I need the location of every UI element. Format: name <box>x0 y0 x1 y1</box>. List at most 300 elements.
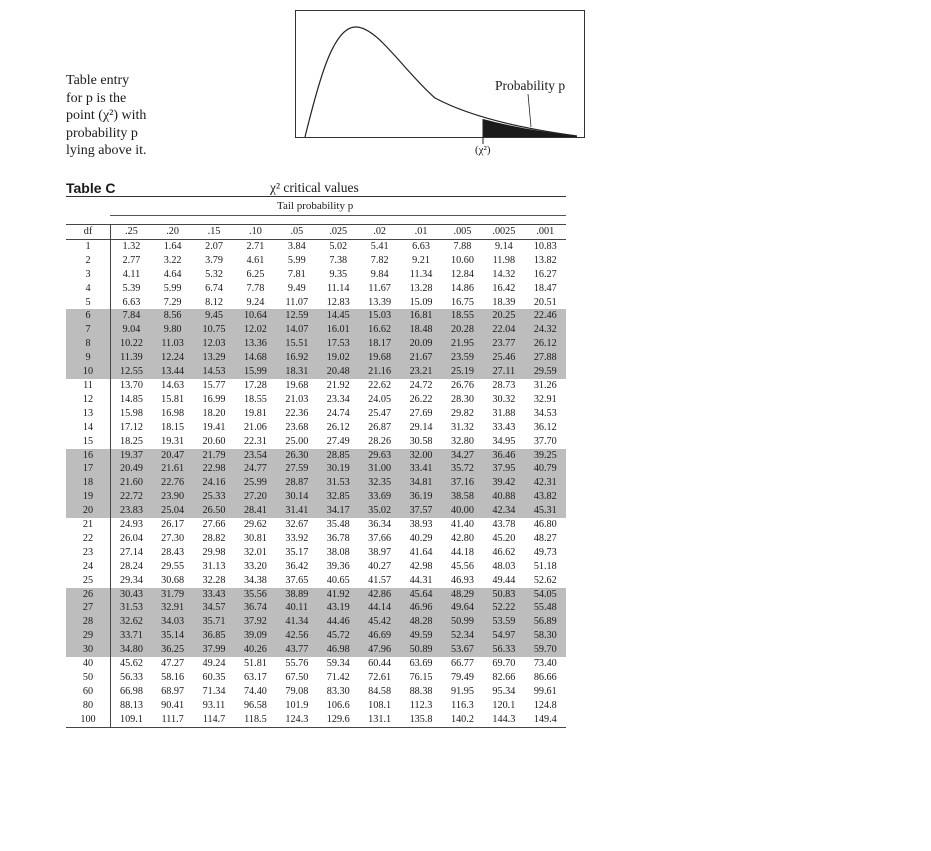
critical-value-cell: 12.84 <box>450 268 474 280</box>
critical-value-cell: 21.67 <box>400 351 441 365</box>
critical-value-cell: 45.64 <box>400 588 441 602</box>
critical-value-cell: 53.59 <box>483 615 524 629</box>
critical-value-cell: 13.29 <box>193 351 234 365</box>
critical-value-cell: 9.35 <box>329 268 348 280</box>
df-cell: 28 <box>66 615 111 629</box>
critical-value-cell: 16.42 <box>492 282 516 294</box>
critical-value-cell: 39.25 <box>525 449 566 463</box>
critical-value-cell: 53.67 <box>442 643 483 657</box>
critical-value-cell: 108.1 <box>368 699 392 711</box>
critical-value-cell: 30.68 <box>161 574 185 586</box>
critical-value-cell: 19.31 <box>161 435 185 447</box>
critical-value-cell: 28.85 <box>318 449 359 463</box>
critical-value-cell: 18.25 <box>119 435 143 447</box>
critical-value-cell: 41.57 <box>368 574 392 586</box>
critical-value-cell: 41.64 <box>409 546 433 558</box>
critical-value-cell: 18.55 <box>442 309 483 323</box>
critical-value-cell: 32.62 <box>111 615 152 629</box>
critical-value-cell: 30.58 <box>409 435 433 447</box>
critical-value-cell: 42.31 <box>525 476 566 490</box>
critical-value-cell: 68.97 <box>161 685 185 697</box>
critical-value-cell: 12.02 <box>235 323 276 337</box>
critical-value-cell: 36.46 <box>483 449 524 463</box>
caption-line: point (χ²) with <box>66 108 147 123</box>
critical-value-cell: 24.77 <box>235 462 276 476</box>
critical-value-cell: 29.14 <box>409 421 433 433</box>
table-row <box>66 351 566 365</box>
critical-value-cell: 88.13 <box>119 699 143 711</box>
critical-value-cell: 48.28 <box>400 615 441 629</box>
critical-value-cell: 71.42 <box>326 672 350 683</box>
table-row <box>66 713 566 727</box>
critical-value-cell: 13.28 <box>409 282 433 294</box>
critical-value-cell: 38.08 <box>326 546 350 558</box>
tail-probability-header: .005 <box>442 225 483 240</box>
table-row <box>66 407 566 421</box>
critical-value-cell: 40.29 <box>409 532 433 544</box>
critical-value-cell: 21.06 <box>243 421 267 433</box>
critical-value-cell: 149.4 <box>525 713 566 727</box>
critical-value-cell: 23.54 <box>235 449 276 463</box>
tail-probability-label: Tail probability p <box>277 200 354 212</box>
critical-value-cell: 50.99 <box>442 615 483 629</box>
critical-value-cell: 43.82 <box>525 490 566 504</box>
critical-value-cell: 34.03 <box>152 615 193 629</box>
critical-value-cell: 52.22 <box>483 601 524 615</box>
table-row <box>66 629 566 643</box>
critical-value-cell: 31.41 <box>276 504 317 518</box>
critical-value-cell: 46.93 <box>450 574 474 586</box>
critical-value-cell: 26.30 <box>276 449 317 463</box>
critical-value-cell: 66.77 <box>450 658 474 670</box>
critical-value-cell: 15.98 <box>119 407 143 419</box>
critical-value-cell: 54.05 <box>525 588 566 602</box>
tail-probability-header: .02 <box>359 225 400 240</box>
critical-value-cell: 58.16 <box>161 672 185 683</box>
critical-value-cell: 10.83 <box>533 240 557 252</box>
critical-value-cell: 24.72 <box>409 379 433 391</box>
table-title: χ² critical values <box>270 180 359 195</box>
caption-line: for p is the <box>66 90 127 106</box>
critical-value-cell: 56.33 <box>119 672 143 683</box>
df-cell: 15 <box>66 435 111 449</box>
critical-value-cell: 42.34 <box>483 504 524 518</box>
table-row <box>66 532 566 546</box>
table-row <box>66 574 566 588</box>
critical-value-cell: 59.70 <box>525 643 566 657</box>
df-cell: 26 <box>66 588 111 602</box>
df-cell: 16 <box>66 449 111 463</box>
critical-value-cell: 20.60 <box>202 435 226 447</box>
tail-probability-header: .10 <box>235 225 276 240</box>
table-row <box>66 462 566 476</box>
critical-value-cell: 45.56 <box>450 560 474 572</box>
df-cell: 19 <box>66 490 111 504</box>
critical-value-cell: 36.74 <box>235 601 276 615</box>
critical-value-cell: 17.53 <box>318 337 359 351</box>
critical-value-cell: 19.68 <box>285 379 309 391</box>
table-row <box>66 254 566 268</box>
df-cell: 25 <box>66 574 111 588</box>
critical-value-cell: 27.14 <box>119 546 143 558</box>
critical-value-cell: 52.34 <box>442 629 483 643</box>
critical-value-cell: 20.49 <box>111 462 152 476</box>
df-header: df <box>66 225 111 240</box>
critical-value-cell: 63.69 <box>409 658 433 670</box>
critical-value-cell: 30.14 <box>276 490 317 504</box>
critical-value-cell: 31.53 <box>318 476 359 490</box>
critical-value-cell: 31.53 <box>111 601 152 615</box>
critical-value-cell: 74.40 <box>243 685 267 697</box>
tail-probability-header: .0025 <box>483 225 524 240</box>
critical-value-cell: 22.62 <box>368 379 392 391</box>
df-cell: 20 <box>66 504 111 518</box>
critical-value-cell: 36.19 <box>400 490 441 504</box>
critical-value-cell: 19.68 <box>359 351 400 365</box>
critical-value-cell: 18.20 <box>202 407 226 419</box>
critical-value-cell: 28.87 <box>276 476 317 490</box>
critical-value-cell: 8.56 <box>152 309 193 323</box>
critical-value-cell: 7.82 <box>370 254 389 266</box>
table-row <box>66 435 566 449</box>
critical-value-cell: 18.17 <box>359 337 400 351</box>
critical-value-cell: 44.18 <box>450 546 474 558</box>
critical-value-cell: 7.81 <box>287 268 306 280</box>
critical-value-cell: 3.84 <box>287 240 306 252</box>
critical-value-cell: 42.80 <box>450 532 474 544</box>
critical-value-cell: 66.98 <box>119 685 143 697</box>
critical-value-cell: 27.30 <box>161 532 185 544</box>
critical-value-cell: 21.79 <box>193 449 234 463</box>
critical-value-cell: 6.63 <box>122 296 141 308</box>
df-cell: 10 <box>66 365 111 379</box>
critical-value-cell: 20.51 <box>533 296 557 308</box>
critical-value-cell: 39.09 <box>235 629 276 643</box>
critical-value-cell: 14.07 <box>276 323 317 337</box>
critical-value-cell: 55.48 <box>525 601 566 615</box>
critical-value-cell: 30.81 <box>243 532 267 544</box>
critical-value-cell: 48.29 <box>442 588 483 602</box>
critical-value-cell: 14.63 <box>161 379 185 391</box>
critical-value-cell: 46.62 <box>492 546 516 558</box>
critical-value-cell: 48.27 <box>533 532 557 544</box>
critical-value-cell: 37.57 <box>400 504 441 518</box>
df-cell: 17 <box>66 462 111 476</box>
critical-value-cell: 5.32 <box>205 268 223 280</box>
critical-value-cell: 20.28 <box>442 323 483 337</box>
df-cell: 100 <box>66 713 111 727</box>
critical-value-cell: 33.43 <box>193 588 234 602</box>
critical-value-cell: 31.32 <box>450 421 474 433</box>
df-cell: 40 <box>66 657 111 671</box>
table-row <box>66 671 566 685</box>
critical-value-cell: 40.79 <box>525 462 566 476</box>
critical-value-cell: 15.51 <box>276 337 317 351</box>
critical-value-cell: 46.80 <box>533 519 557 531</box>
critical-value-cell: 36.78 <box>326 532 350 544</box>
critical-value-cell: 29.34 <box>119 574 143 586</box>
critical-value-cell: 8.12 <box>205 296 223 308</box>
critical-value-cell: 17.12 <box>119 421 143 433</box>
header-rule <box>66 196 566 197</box>
critical-value-cell: 131.1 <box>359 713 400 727</box>
critical-value-cell: 5.02 <box>329 240 348 252</box>
critical-value-cell: 45.72 <box>318 629 359 643</box>
critical-value-cell: 26.76 <box>450 379 474 391</box>
critical-value-cell: 28.26 <box>368 435 392 447</box>
df-cell: 1 <box>66 239 111 253</box>
table-row <box>66 657 566 671</box>
critical-value-cell: 112.3 <box>409 699 433 711</box>
critical-value-cell: 34.27 <box>442 449 483 463</box>
critical-value-cell: 93.11 <box>202 699 226 711</box>
critical-value-cell: 35.02 <box>359 504 400 518</box>
critical-value-cell: 37.92 <box>235 615 276 629</box>
critical-value-cell: 29.59 <box>525 365 566 379</box>
critical-value-cell: 72.61 <box>368 672 392 683</box>
critical-value-cell: 21.03 <box>285 393 309 405</box>
critical-value-cell: 99.61 <box>533 685 557 697</box>
table-row <box>66 504 566 518</box>
critical-value-cell: 2.71 <box>246 240 265 252</box>
critical-value-cell: 34.53 <box>533 407 557 419</box>
critical-value-cell: 37.99 <box>193 643 234 657</box>
critical-value-cell: 36.42 <box>285 560 309 572</box>
critical-value-cell: 38.93 <box>409 519 433 531</box>
critical-value-cell: 45.20 <box>492 532 516 544</box>
table-row <box>66 282 566 296</box>
df-cell: 3 <box>66 268 111 282</box>
critical-value-cell: 47.96 <box>359 643 400 657</box>
critical-value-cell: 7.38 <box>329 254 348 266</box>
critical-value-cell: 25.99 <box>235 476 276 490</box>
critical-value-cell: 44.14 <box>359 601 400 615</box>
critical-value-cell: 32.85 <box>318 490 359 504</box>
critical-value-cell: 33.69 <box>359 490 400 504</box>
critical-value-cell: 16.27 <box>533 268 557 280</box>
critical-value-cell: 24.05 <box>368 393 392 405</box>
critical-value-cell: 140.2 <box>442 713 483 727</box>
critical-value-cell: 32.28 <box>202 574 226 586</box>
critical-value-cell: 16.99 <box>202 393 226 405</box>
critical-value-cell: 91.95 <box>450 685 474 697</box>
critical-value-cell: 15.99 <box>235 365 276 379</box>
critical-value-cell: 38.97 <box>368 546 392 558</box>
critical-value-cell: 79.08 <box>285 685 309 697</box>
critical-value-cell: 40.26 <box>235 643 276 657</box>
df-cell: 50 <box>66 671 111 685</box>
table-row <box>66 699 566 713</box>
df-cell: 13 <box>66 407 111 421</box>
critical-value-cell: 51.81 <box>243 658 267 670</box>
table-row <box>66 421 566 435</box>
table-row <box>66 615 566 629</box>
critical-value-cell: 35.17 <box>285 546 309 558</box>
critical-value-cell: 1.32 <box>122 240 141 252</box>
critical-value-cell: 63.17 <box>243 672 267 683</box>
critical-value-cell: 27.88 <box>525 351 566 365</box>
critical-value-cell: 84.58 <box>368 685 392 697</box>
tail-probability-header: .15 <box>193 225 234 240</box>
critical-value-cell: 26.12 <box>326 421 350 433</box>
critical-value-cell: 33.71 <box>111 629 152 643</box>
critical-value-cell: 49.64 <box>442 601 483 615</box>
df-cell: 8 <box>66 337 111 351</box>
critical-value-cell: 25.00 <box>285 435 309 447</box>
critical-value-cell: 9.49 <box>287 282 306 294</box>
df-cell: 7 <box>66 323 111 337</box>
critical-value-cell: 96.58 <box>243 699 267 711</box>
table-row <box>66 323 566 337</box>
critical-value-cell: 26.50 <box>193 504 234 518</box>
critical-value-cell: 51.18 <box>533 560 557 572</box>
critical-value-cell: 34.80 <box>111 643 152 657</box>
critical-value-cell: 36.34 <box>368 519 392 531</box>
critical-value-cell: 4.64 <box>163 268 182 280</box>
critical-value-cell: 16.81 <box>400 309 441 323</box>
critical-value-cell: 31.26 <box>533 379 557 391</box>
critical-value-cell: 9.80 <box>152 323 193 337</box>
critical-value-cell: 2.07 <box>205 240 223 252</box>
df-cell: 30 <box>66 643 111 657</box>
critical-value-cell: 41.34 <box>276 615 317 629</box>
df-cell: 22 <box>66 532 111 546</box>
critical-value-cell: 7.88 <box>453 240 472 252</box>
critical-value-cell: 101.9 <box>285 699 309 711</box>
table-row <box>66 393 566 407</box>
critical-value-cell: 36.12 <box>533 421 557 433</box>
critical-value-cell: 18.39 <box>492 296 516 308</box>
df-cell: 29 <box>66 629 111 643</box>
critical-value-cell: 18.48 <box>400 323 441 337</box>
critical-value-cell: 30.43 <box>111 588 152 602</box>
critical-value-cell: 22.76 <box>152 476 193 490</box>
critical-value-cell: 11.39 <box>111 351 152 365</box>
critical-value-cell: 36.25 <box>152 643 193 657</box>
critical-value-cell: 11.98 <box>492 254 516 266</box>
critical-value-cell: 109.1 <box>111 713 152 727</box>
critical-value-cell: 14.32 <box>492 268 516 280</box>
critical-value-cell: 32.67 <box>285 519 309 531</box>
critical-value-cell: 27.66 <box>202 519 226 531</box>
table-row <box>66 337 566 351</box>
critical-value-cell: 16.92 <box>276 351 317 365</box>
critical-value-cell: 32.91 <box>533 393 557 405</box>
figure-frame <box>296 11 585 138</box>
critical-value-cell: 12.55 <box>111 365 152 379</box>
critical-value-cell: 35.72 <box>442 462 483 476</box>
critical-value-cell: 118.5 <box>235 713 276 727</box>
critical-value-cell: 4.61 <box>246 254 265 266</box>
critical-value-cell: 34.38 <box>243 574 267 586</box>
critical-value-cell: 40.65 <box>326 574 350 586</box>
critical-value-cell: 32.80 <box>450 435 474 447</box>
critical-value-cell: 27.69 <box>409 407 433 419</box>
critical-value-cell: 45.42 <box>359 615 400 629</box>
table-row <box>66 490 566 504</box>
critical-value-cell: 58.30 <box>525 629 566 643</box>
critical-value-cell: 28.82 <box>202 532 226 544</box>
critical-value-cell: 90.41 <box>161 699 185 711</box>
critical-value-cell: 31.88 <box>492 407 516 419</box>
critical-value-cell: 5.39 <box>122 282 141 294</box>
df-cell: 21 <box>66 518 111 532</box>
critical-value-cell: 28.24 <box>119 560 143 572</box>
critical-value-cell: 30.32 <box>492 393 516 405</box>
df-cell: 9 <box>66 351 111 365</box>
critical-value-cell: 29.63 <box>359 449 400 463</box>
critical-value-cell: 13.82 <box>533 254 557 266</box>
tail-probability-header: .20 <box>152 225 193 240</box>
critical-value-cell: 23.90 <box>152 490 193 504</box>
critical-value-cell: 38.58 <box>442 490 483 504</box>
critical-value-cell: 40.00 <box>442 504 483 518</box>
critical-value-cell: 129.6 <box>318 713 359 727</box>
critical-value-cell: 11.14 <box>326 282 350 294</box>
critical-value-cell: 13.36 <box>235 337 276 351</box>
critical-value-cell: 7.84 <box>111 309 152 323</box>
critical-value-cell: 56.33 <box>483 643 524 657</box>
critical-value-cell: 33.41 <box>400 462 441 476</box>
critical-value-cell: 16.62 <box>359 323 400 337</box>
table-row <box>66 643 566 657</box>
critical-value-cell: 25.46 <box>483 351 524 365</box>
critical-value-cell: 4.11 <box>122 268 141 280</box>
critical-value-cell: 19.02 <box>318 351 359 365</box>
critical-value-cell: 28.73 <box>492 379 516 391</box>
critical-value-cell: 10.64 <box>235 309 276 323</box>
tail-probability-header: .25 <box>111 225 152 240</box>
critical-value-cell: 14.85 <box>119 393 143 405</box>
critical-value-cell: 25.04 <box>152 504 193 518</box>
critical-value-cell: 33.43 <box>492 421 516 433</box>
critical-value-cell: 21.92 <box>326 379 350 391</box>
table-row <box>66 546 566 560</box>
critical-value-cell: 22.46 <box>525 309 566 323</box>
critical-value-cell: 18.47 <box>533 282 557 294</box>
df-cell: 60 <box>66 685 111 699</box>
critical-value-cell: 26.12 <box>525 337 566 351</box>
critical-value-cell: 71.34 <box>202 685 226 697</box>
critical-value-cell: 16.98 <box>161 407 185 419</box>
critical-value-cell: 40.27 <box>368 560 392 572</box>
critical-value-cell: 16.01 <box>318 323 359 337</box>
critical-value-cell: 31.13 <box>202 560 226 572</box>
critical-value-cell: 29.55 <box>161 560 185 572</box>
critical-value-cell: 67.50 <box>285 672 309 683</box>
critical-value-cell: 29.98 <box>202 546 226 558</box>
critical-value-cell: 12.03 <box>193 337 234 351</box>
critical-value-cell: 34.17 <box>318 504 359 518</box>
critical-value-cell: 36.85 <box>193 629 234 643</box>
critical-value-cell: 86.66 <box>533 672 557 683</box>
tail-probability-header: .001 <box>525 225 566 240</box>
critical-value-cell: 14.68 <box>235 351 276 365</box>
critical-value-cell: 6.25 <box>246 268 265 280</box>
critical-value-cell: 37.16 <box>442 476 483 490</box>
critical-value-cell: 19.37 <box>111 449 152 463</box>
critical-value-cell: 47.27 <box>161 658 185 670</box>
critical-value-cell: 18.55 <box>243 393 267 405</box>
critical-value-cell: 21.16 <box>359 365 400 379</box>
critical-value-cell: 16.75 <box>450 296 474 308</box>
critical-value-cell: 46.96 <box>400 601 441 615</box>
critical-value-cell: 13.70 <box>119 379 143 391</box>
critical-value-cell: 15.77 <box>202 379 226 391</box>
critical-value-cell: 14.53 <box>193 365 234 379</box>
critical-value-cell: 44.46 <box>318 615 359 629</box>
critical-value-cell: 20.47 <box>152 449 193 463</box>
